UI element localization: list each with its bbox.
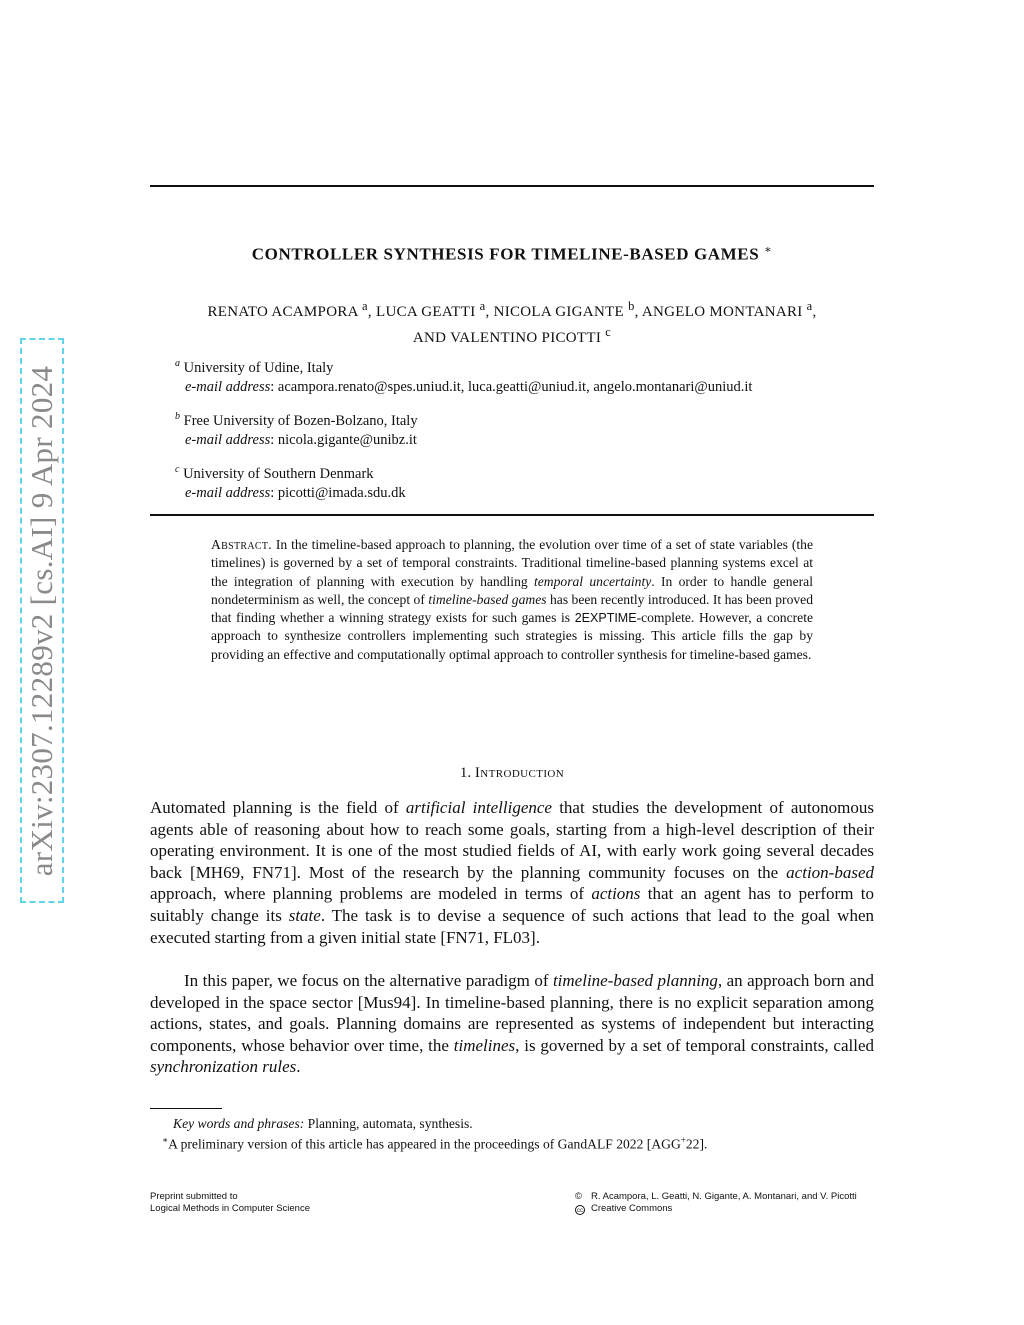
affiliation-name: University of Southern Denmark: [183, 465, 374, 482]
paragraph-emphasis: action-based: [786, 862, 874, 882]
email-label: e-mail address: [185, 484, 271, 501]
section-number: 1.: [459, 765, 472, 781]
email-address[interactable]: acampora.renato@spes.uniud.it, luca.geatti@uniud.it, angelo.montanari@uniud.it: [277, 378, 753, 395]
footer-left: [150, 1191, 310, 1215]
footer-authors: R. Acampora, L. Geatti, N. Gigante, A. Montanari, and V. Picotti: [591, 1191, 857, 1202]
affiliation-mark: a: [362, 299, 368, 313]
affiliation-mark: a: [479, 299, 486, 313]
paragraph-emphasis: synchronization rules: [150, 1057, 297, 1077]
affiliation-a: $^a$ University of Udine, Italy e-mail address: acampora.renato@spes.uniud.it, luca.geatti@uniud.it, angelo.montanari@uniud.it: [175, 358, 753, 395]
affiliation-mark: c: [175, 464, 180, 475]
abstract-emphasis: timeline-based games: [428, 591, 547, 607]
paragraph-text: . The task is to devise a sequence of such actions that lead to the goal when executed starting from a given initial state [FN71, FL03].: [150, 905, 874, 947]
footnote-text: 22].: [685, 1136, 708, 1152]
body-paragraph: [150, 970, 874, 1078]
keywords-text: Planning, automata, synthesis.: [304, 1116, 473, 1131]
footer-journal: Logical Methods in Computer Science: [150, 1203, 311, 1214]
footer-license: Creative Commons: [591, 1203, 673, 1214]
header-bottom-rule: [150, 514, 874, 516]
keywords-label: Key words and phrases:: [173, 1116, 305, 1131]
complexity-class: 2EXPTIME: [574, 611, 637, 626]
paragraph-text: , an approach born and developed in the space sector [Mus94]. In timeline-based planning, there is no explicit separation among actions, states, and goals. Planning domains are represented as systems of independent but interacting components, whose behavior over time, the: [150, 971, 874, 1055]
paragraph-text: that an agent has to perform to suitably change its: [150, 884, 874, 925]
affiliation-c: $^c$ University of Southern Denmark e-mail address: picotti@imada.sdu.dk: [175, 464, 406, 501]
author-name: LUCA GEATTI: [375, 304, 476, 320]
arxiv-stamp: [20, 338, 64, 903]
abstract-text: . In order to handle general nondeterminism as well, the concept of: [211, 573, 813, 607]
footer-submission-label: Preprint submitted to: [150, 1191, 238, 1202]
footer-right: [575, 1191, 857, 1215]
paragraph-emphasis: actions: [591, 884, 641, 904]
abstract: [211, 536, 813, 664]
email-address[interactable]: nicola.gigante@unibz.it: [277, 431, 417, 448]
paragraph-text: , is governed by a set of temporal constraints, called: [515, 1035, 874, 1055]
paragraph-emphasis: timelines: [453, 1035, 516, 1055]
paragraph-emphasis: timeline-based planning: [552, 971, 718, 990]
copyright-icon: ©: [575, 1191, 582, 1202]
footnote-mark: ∗: [162, 1135, 169, 1145]
author-list: RENATO ACAMPORA $^a$, LUCA GEATTI $^a$, NICOLA GIGANTE $^b$, ANGELO MONTANARI $^a$, AND VALENTINO PICOTTI $^c$: [207, 299, 817, 346]
footnote-rule: [150, 1108, 222, 1109]
title-text: CONTROLLER SYNTHESIS FOR TIMELINE-BASED GAMES: [251, 244, 760, 264]
author-name: AND VALENTINO PICOTTI: [412, 330, 602, 346]
paragraph-emphasis: state: [288, 905, 321, 925]
paragraph-text: approach, where planning problems are modeled in terms of: [150, 884, 592, 904]
author-name: NICOLA GIGANTE: [493, 304, 624, 320]
citation-superscript: +: [680, 1135, 686, 1145]
body-paragraph: [150, 797, 874, 948]
affiliation-b: $^b$ Free University of Bozen-Bolzano, Italy e-mail address: nicola.gigante@unibz.it: [175, 411, 418, 448]
email-label: e-mail address: [185, 431, 271, 448]
section-title: Introduction: [474, 765, 565, 781]
footnote-keywords: [173, 1116, 473, 1132]
affiliation-mark: b: [628, 299, 635, 313]
email-label: e-mail address: [185, 378, 271, 395]
creative-commons-icon: cc: [575, 1205, 585, 1215]
paragraph-text: Automated planning is the field of: [150, 798, 406, 817]
section-heading: [150, 765, 874, 782]
email-address[interactable]: picotti@imada.sdu.dk: [277, 484, 406, 501]
paragraph-text: In this paper, we focus on the alternative paradigm of: [184, 971, 553, 990]
affiliation-mark: a: [175, 358, 180, 369]
affiliation-mark: a: [806, 299, 813, 313]
affiliation-mark: b: [175, 411, 180, 422]
paragraph-text: that studies the development of autonomous agents able of reasoning about how to reach some goals, starting from a high-level description of their operating environment. It is one of the most studied fields of AI, with early work going several decades back [MH69, FN71]. Most of the research by the planning community focuses on the: [150, 798, 874, 882]
abstract-emphasis: temporal uncertainty: [533, 573, 652, 589]
footnote-text: A preliminary version of this article has appeared in the proceedings of GandALF 2022 [AGG: [168, 1136, 681, 1152]
abstract-label: Abstract.: [211, 537, 272, 552]
author-name: ANGELO MONTANARI: [641, 304, 803, 320]
abstract-text: has been recently introduced. It has been proved that finding whether a winning strategy exists for such games is: [211, 591, 814, 626]
paragraph-emphasis: artificial intelligence: [405, 798, 552, 817]
affiliation-name: Free University of Bozen-Bolzano, Italy: [183, 412, 418, 429]
footnote-preliminary: [162, 1135, 707, 1153]
title-footnote-mark: ∗: [764, 244, 773, 256]
paragraph-text: .: [296, 1057, 301, 1077]
author-name: RENATO ACAMPORA: [207, 304, 358, 320]
top-rule: [150, 185, 874, 187]
affiliation-name: University of Udine, Italy: [183, 359, 334, 376]
affiliation-mark: c: [605, 325, 612, 339]
paper-title: [150, 243, 874, 265]
arxiv-identifier: arXiv:2307.12289v2 [cs.AI] 9 Apr 2024: [24, 365, 59, 876]
abstract-text: In the timeline-based approach to planning, the evolution over time of a set of state variables (the timelines) is governed by a set of temporal constraints. Traditional timeline-based planning systems excel at the integration of planning with execution by handling: [211, 537, 813, 589]
abstract-text: -complete. However, a concrete approach to synthesize controllers implementing such strategies is missing. This article fills the gap by providing an effective and computationally optimal approach to controller synthesis for timeline-based games.: [211, 610, 813, 662]
